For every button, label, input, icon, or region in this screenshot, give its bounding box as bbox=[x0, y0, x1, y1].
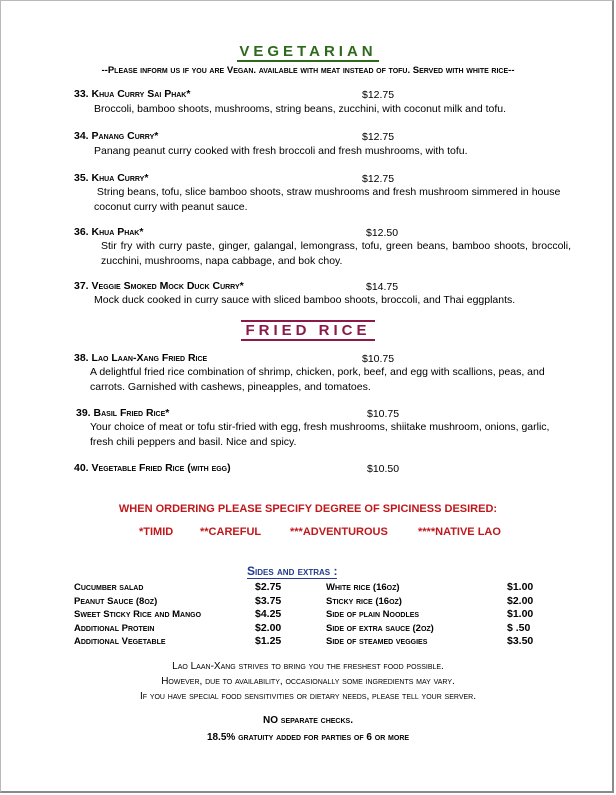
footer-no-separate-checks: NO separate checks. bbox=[263, 715, 353, 726]
menu-item-33-desc: Broccoli, bamboo shoots, mushrooms, string beans, zucchini, with coconut milk and tofu. bbox=[94, 103, 507, 115]
side-item-name: White rice (16oz) bbox=[326, 582, 400, 593]
menu-item-36-desc: Stir fry with curry paste, ginger, galangal, lemongrass, tofu, green beans, bamboo shoots, broccoli, zucchini, mushrooms, napa cabbage, and bok choy. bbox=[101, 240, 571, 267]
side-item-name: Cucumber salad bbox=[74, 582, 144, 593]
sides-title: Sides and extras : bbox=[247, 564, 338, 578]
spice-level-timid: *TIMID bbox=[139, 526, 174, 538]
menu-item-34-price: $12.75 bbox=[362, 131, 395, 143]
side-item-price: $3.50 bbox=[507, 635, 534, 647]
spice-level-careful: **CAREFUL bbox=[200, 526, 262, 538]
side-item-price: $3.75 bbox=[255, 595, 282, 607]
side-item-name: Side of extra sauce (2oz) bbox=[326, 623, 434, 634]
menu-item-39-price: $10.75 bbox=[367, 408, 400, 420]
menu-item-35-desc: String beans, tofu, slice bamboo shoots, straw mushrooms and fresh mushroom simmered in house coconut curry with peanut sauce. bbox=[94, 186, 564, 213]
menu-item-34-name: 34. Panang Curry* bbox=[74, 130, 159, 142]
menu-item-35-price: $12.75 bbox=[362, 173, 395, 185]
menu-item-40-price: $10.50 bbox=[367, 463, 400, 475]
spice-heading: WHEN ORDERING PLEASE SPECIFY DEGREE OF SPICINESS DESIRED: bbox=[118, 503, 498, 515]
menu-item-37-name: 37. Veggie Smoked Mock Duck Curry* bbox=[74, 280, 244, 292]
side-item-price: $1.25 bbox=[255, 635, 282, 647]
menu-item-36-price: $12.50 bbox=[366, 227, 399, 239]
side-item-name: Side of plain Noodles bbox=[326, 609, 420, 620]
footer-freshness-note: Lao Laan-Xang strives to bring you the freshest food possible. bbox=[172, 661, 444, 672]
menu-item-38-name: 38. Lao Laan-Xang Fried Rice bbox=[74, 352, 208, 364]
side-item-price: $1.00 bbox=[507, 581, 534, 593]
footer-availability-note: However, due to availability, occasionally some ingredients may vary. bbox=[161, 676, 455, 687]
footer-gratuity: 18.5% gratuity added for parties of 6 or more bbox=[206, 732, 410, 743]
vegetarian-title: VEGETARIAN bbox=[239, 43, 377, 60]
menu-item-38-price: $10.75 bbox=[362, 353, 395, 365]
side-item-name: Sweet Sticky Rice and Mango bbox=[74, 609, 202, 620]
menu-item-37-desc: Mock duck cooked in curry sauce with sliced bamboo shoots, broccoli, and Thai eggplants. bbox=[94, 294, 516, 306]
menu-item-39-name: 39. Basil Fried Rice* bbox=[76, 407, 170, 419]
side-item-name: Additional Protein bbox=[74, 623, 155, 634]
side-item-price: $2.00 bbox=[507, 595, 534, 607]
menu-item-39-desc: Your choice of meat or tofu stir-fried with egg, fresh mushrooms, shiitake mushroom, onions, garlic, fresh chili peppers and basil. Nice and spicy. bbox=[90, 421, 550, 448]
spice-level-adventurous: ***ADVENTUROUS bbox=[290, 526, 388, 538]
side-item-name: Additional Vegetable bbox=[74, 636, 166, 647]
menu-item-35-name: 35. Khua Curry* bbox=[74, 172, 149, 184]
fried-rice-title: FRIED RICE bbox=[1, 322, 615, 339]
side-item-name: Peanut Sauce (8oz) bbox=[74, 596, 158, 607]
side-item-price: $1.00 bbox=[507, 608, 534, 620]
side-item-name: Sticky rice (16oz) bbox=[326, 596, 402, 607]
footer-dietary-note: If you have special food sensitivities or dietary needs, please tell your server. bbox=[139, 691, 476, 702]
menu-item-36-name: 36. Khua Phak* bbox=[74, 226, 144, 238]
menu-item-37-price: $14.75 bbox=[366, 281, 399, 293]
menu-item-38-desc: A delightful fried rice combination of shrimp, chicken, pork, beef, and egg with scallions, peas, and carrots. Garnished with cashews, pineapples, and tomatoes. bbox=[90, 366, 545, 393]
menu-item-33-price: $12.75 bbox=[362, 89, 395, 101]
menu-item-33-name: 33. Khua Curry Sai Phak* bbox=[74, 88, 191, 100]
spice-level-native-lao: ****NATIVE LAO bbox=[418, 526, 501, 538]
side-item-price: $ .50 bbox=[507, 622, 531, 634]
side-item-name: Side of steamed veggies bbox=[326, 636, 428, 647]
side-item-price: $2.00 bbox=[255, 622, 282, 634]
menu-item-40-name: 40. Vegetable Fried Rice (with egg) bbox=[74, 462, 231, 474]
side-item-price: $4.25 bbox=[255, 608, 282, 620]
side-item-price: $2.75 bbox=[255, 581, 282, 593]
vegetarian-note: --Please inform us if you are Vegan. available with meat instead of tofu. Served with white rice-- bbox=[101, 65, 515, 76]
menu-item-34-desc: Panang peanut curry cooked with fresh broccoli and fresh mushrooms, with tofu. bbox=[94, 145, 468, 157]
